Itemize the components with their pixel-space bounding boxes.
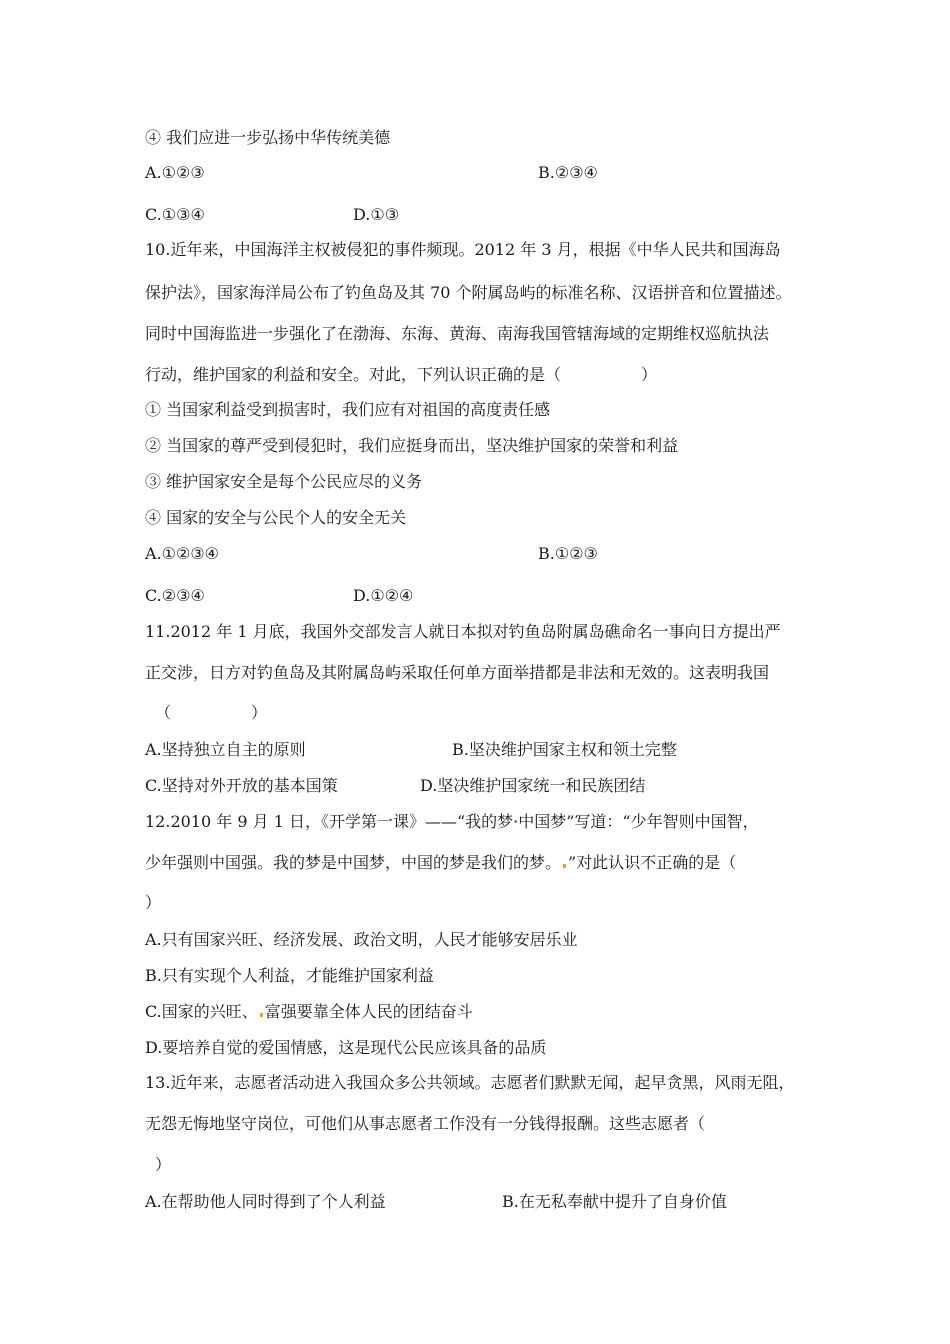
q12-answer-blank-close: ）	[145, 893, 162, 912]
q10-stem-line-1: 10.近年来，中国海洋主权被侵犯的事件频现。2012 年 3 月，根据《中华人民共和国海岛	[145, 240, 781, 259]
q10-statement-4: ④ 国家的安全与公民个人的安全无关	[145, 508, 407, 527]
q12-option-b: B.只有实现个人利益，才能维护国家利益	[145, 966, 434, 985]
q12-stem-line-2-part-2: ”对此认识不正确的是（	[568, 853, 737, 872]
q11-answer-blank: （ ）	[155, 703, 268, 722]
q12-stem-line-2-part-1: 少年强则中国强。我的梦是中国梦，中国的梦是我们的梦。	[145, 853, 562, 872]
q13-stem-line-2: 无怨无悔地坚守岗位，可他们从事志愿者工作没有一分钱得报酬。这些志愿者（	[145, 1114, 706, 1133]
q10-statement-1: ① 当国家利益受到损害时，我们应有对祖国的高度责任感	[145, 400, 551, 419]
q11-option-d: D.坚决维护国家统一和民族团结	[420, 776, 646, 795]
q11-stem-line-1: 11.2012 年 1 月底，我国外交部发言人就日本拟对钓鱼岛附属岛礁命名一事向日方提出严	[145, 622, 781, 641]
q10-option-a: A.①②③④	[145, 544, 220, 563]
q10-stem-line-4: 行动，维护国家的利益和安全。对此，下列认识正确的是（ ）	[145, 365, 658, 384]
q11-option-b: B.坚决维护国家主权和领土完整	[452, 740, 677, 759]
q10-stem-line-3: 同时中国海监进一步强化了在渤海、东海、黄海、南海我国管辖海域的定期维权巡航执法	[145, 324, 770, 343]
q9-statement-4: ④ 我们应进一步弘扬中华传统美德	[145, 128, 391, 147]
q12-option-d: D.要培养自觉的爱国情感，这是现代公民应该具备的品质	[145, 1038, 547, 1057]
q13-stem-line-1: 13.近年来，志愿者活动进入我国众多公共领域。志愿者们默默无闻，起早贪黑，风雨无阻，	[145, 1073, 795, 1092]
q13-option-b: B.在无私奉献中提升了自身价值	[502, 1192, 727, 1211]
q12-option-c-part-2: 富强要靠全体人民的团结奋斗	[264, 1002, 473, 1021]
q10-option-b: B.①②③	[538, 544, 598, 563]
q13-option-a: A.在帮助他人同时得到了个人利益	[145, 1192, 386, 1211]
q11-stem-line-2: 正交涉，日方对钓鱼岛及其附属岛屿采取任何单方面举措都是非法和无效的。这表明我国	[145, 663, 770, 682]
q11-option-a: A.坚持独立自主的原则	[145, 740, 306, 759]
q10-statement-2: ② 当国家的尊严受到侵犯时，我们应挺身而出，坚决维护国家的荣誉和利益	[145, 436, 679, 455]
q10-option-c: C.②③④	[145, 586, 205, 605]
q12-option-c-part-1: C.国家的兴旺、	[145, 1002, 258, 1021]
stray-mark	[563, 864, 566, 868]
q10-statement-3: ③ 维护国家安全是每个公民应尽的义务	[145, 472, 423, 491]
q12-option-a: A.只有国家兴旺、经济发展、政治文明，人民才能够安居乐业	[145, 930, 578, 949]
q9-option-d: D.①③	[353, 205, 400, 224]
q9-option-a: A.①②③	[145, 163, 205, 182]
q10-option-d: D.①②④	[353, 586, 414, 605]
q9-option-c: C.①③④	[145, 205, 205, 224]
stray-mark	[260, 1013, 263, 1017]
q12-stem-line-1: 12.2010 年 9 月 1 日，《开学第一课》——“我的梦·中国梦”写道：“少年智则中国智，	[145, 812, 759, 831]
q12-stem-line-2	[145, 853, 736, 873]
q13-answer-blank-close: ）	[155, 1155, 172, 1174]
q10-stem-line-2: 保护法》，国家海洋局公布了钓鱼岛及其 70 个附属岛屿的标准名称、汉语拼音和位置描述。	[145, 283, 792, 302]
q12-option-c	[145, 1002, 473, 1022]
q9-option-b: B.②③④	[538, 163, 598, 182]
q11-option-c: C.坚持对外开放的基本国策	[145, 776, 338, 795]
